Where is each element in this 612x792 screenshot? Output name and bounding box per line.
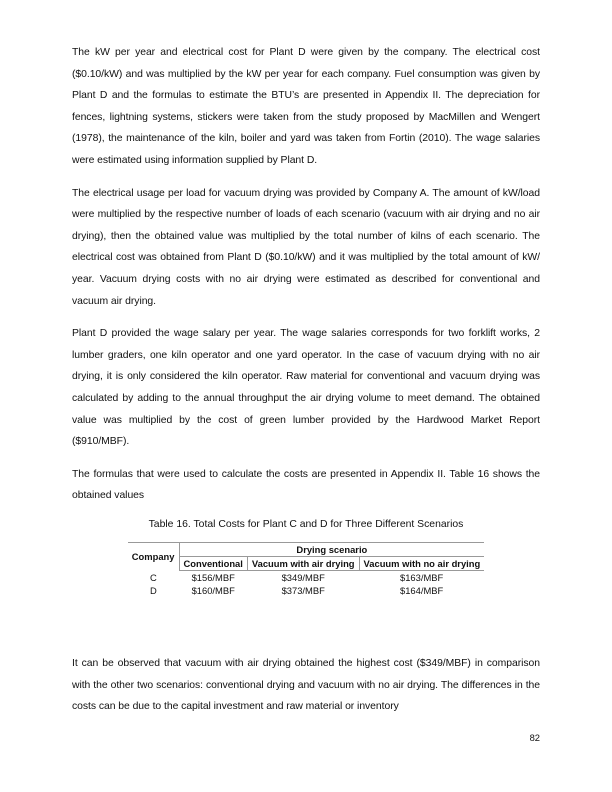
table-row: [128, 584, 484, 597]
paragraph-wage-salary: Plant D provided the wage salary per year. The wage salaries corresponds for two forklift works, 2 lumber graders, one kiln operator and one yard operator. In the case of vacuum drying with no air drying, it is only considered the kiln operator. Raw material for conventional and vacuum drying was calculated by adding to the annual throughput the air drying volume to meet demand. The obtained value was multiplied by the cost of green lumber provided by the Hardwood Market Report ($910/MBF).: [72, 328, 540, 448]
table-row: [128, 570, 484, 584]
column-header: Vacuum with air drying: [247, 556, 359, 570]
table-caption: Table 16. Total Costs for Plant C and D for Three Different Scenarios: [148, 518, 464, 530]
paragraph-observation: It can be observed that vacuum with air drying obtained the highest cost ($349/MBF) in comparison with the other two scenarios: conventional drying and vacuum with no air drying. The differences in the costs can be due to the capital investment and raw material or inventory: [72, 658, 540, 713]
paragraph-formulas: The formulas that were used to calculate the costs are presented in Appendix II. Table 16 shows the obtained values: [72, 468, 540, 502]
paragraph-electrical-usage: The electrical usage per load for vacuum drying was provided by Company A. The amount of kW/load were multiplied by the respective number of loads of each scenario (vacuum with air drying and no air drying), then the obtained value was multiplied by the total number of kilns of each scenario. The electrical cost was obtained from Plant D ($0.10/kW) and it was multiplied by the total amount of kW/ year. Vacuum drying costs with no air drying were estimated as described for conventional and vacuum air drying.: [72, 187, 540, 307]
drying-scenario-header: Drying scenario: [179, 542, 484, 556]
paragraph-costs-plant-d: The kW per year and electrical cost for Plant D were given by the company. The electrical cost ($0.10/kW) and was multiplied by the kW per year for each company. Fuel consumption was given by Plant D and the formulas to estimate the BTU’s are presented in Appendix II. The depreciation for fences, lightning systems, stickers were taken from the study proposed by MacMillen and Wengert (1978), the maintenance of the kiln, boiler and yard was taken from Fortin (2010). The wage salaries were estimated using information supplied by Plant D.: [72, 47, 540, 166]
company-cell: C: [150, 571, 157, 583]
company-cell: D: [150, 584, 157, 596]
company-header: Company: [128, 542, 179, 570]
page-number: 82: [529, 732, 540, 743]
cost-cell: $373/MBF: [281, 584, 325, 596]
page-body: [72, 42, 540, 597]
cost-cell: $163/MBF: [400, 571, 444, 583]
column-header: Vacuum with no air drying: [359, 556, 484, 570]
column-header: Conventional: [179, 556, 247, 570]
total-costs-table: [128, 542, 484, 597]
cost-cell: $160/MBF: [191, 584, 235, 596]
cost-cell: $349/MBF: [281, 571, 325, 583]
closing-section: [72, 653, 540, 729]
cost-cell: $164/MBF: [400, 584, 444, 596]
cost-cell: $156/MBF: [191, 571, 235, 583]
